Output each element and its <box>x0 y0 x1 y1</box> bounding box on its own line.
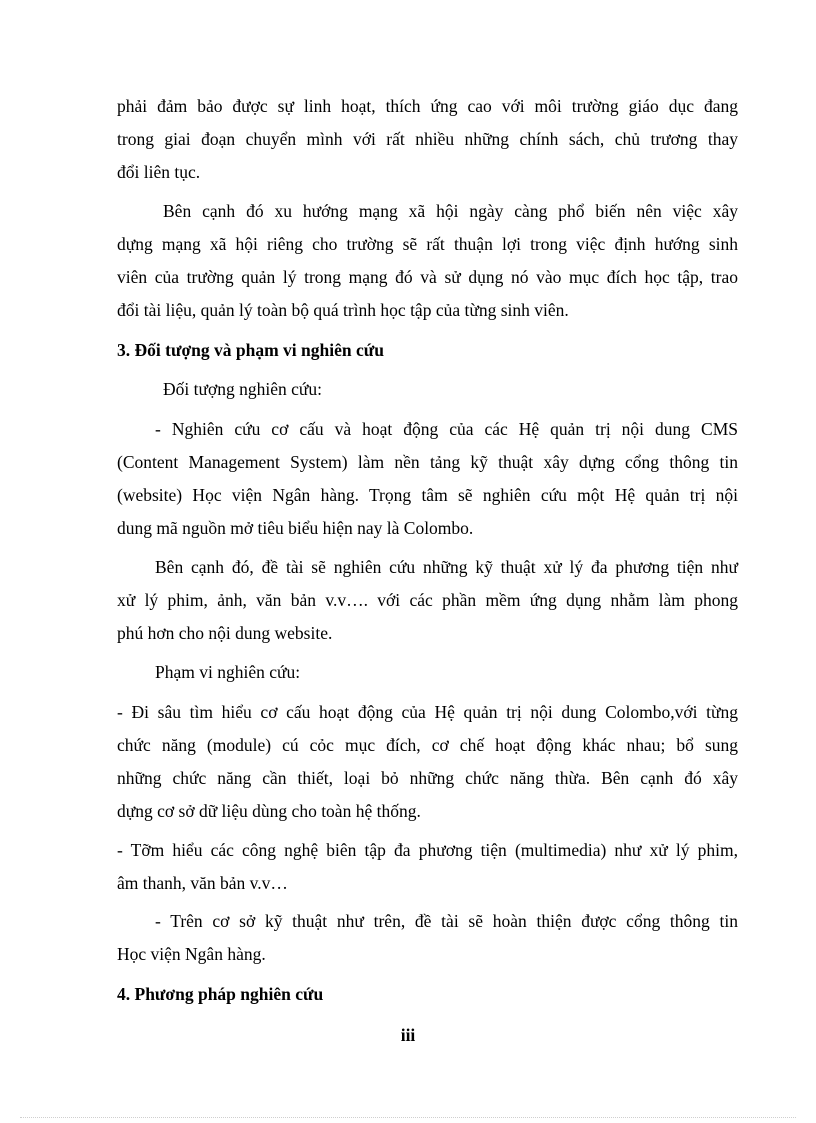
paragraph-line: Bên cạnh đó, đề tài sẽ nghiên cứu những kỹ thuật xử lý đa phương tiện như <box>155 557 738 577</box>
paragraph-line: dung mã nguồn mở tiêu biểu hiện nay là Colombo. <box>117 518 474 538</box>
paragraph-line: đổi liên tục. <box>117 162 201 182</box>
paragraph-line: âm thanh, văn bản v.v… <box>117 873 288 893</box>
paragraph-line: (Content Management System) làm nền tảng kỹ thuật xây dựng cổng thông tin <box>117 452 738 472</box>
paragraph-line: dựng mạng xã hội riêng cho trường sẽ rất thuận lợi trong việc định hướng sinh <box>117 234 738 254</box>
paragraph-line: - Đi sâu tìm hiểu cơ cấu hoạt động của Hệ quản trị nội dung Colombo,với từng <box>117 702 738 722</box>
paragraph-line: xử lý phim, ảnh, văn bản v.v…. với các phần mềm ứng dụng nhằm làm phong <box>117 590 738 610</box>
section-heading: 4. Phương pháp nghiên cứu <box>117 984 324 1004</box>
paragraph-line: Học viện Ngân hàng. <box>117 944 266 964</box>
paragraph-line: dựng cơ sở dữ liệu dùng cho toàn hệ thống. <box>117 801 421 821</box>
paragraph-line: những chức năng cần thiết, loại bỏ những chức năng thừa. Bên cạnh đó xây <box>117 768 738 788</box>
paragraph-line: phú hơn cho nội dung website. <box>117 623 333 643</box>
paragraph-line: chức năng (module) cú cỏc mục đích, cơ chế hoạt động khác nhau; bổ sung <box>117 735 738 755</box>
page-bottom-divider <box>20 1117 796 1118</box>
paragraph-line: Bên cạnh đó xu hướng mạng xã hội ngày càng phổ biến nên việc xây <box>163 201 738 221</box>
paragraph-line: (website) Học viện Ngân hàng. Trọng tâm sẽ nghiên cứu một Hệ quản trị nội <box>117 485 738 505</box>
paragraph-line: viên của trường quản lý trong mạng đó và sử dụng nó vào mục đích học tập, trao <box>117 267 738 287</box>
paragraph-line: - Nghiên cứu cơ cấu và hoạt động của các Hệ quản trị nội dung CMS <box>155 419 738 439</box>
page-number: iii <box>400 1025 416 1045</box>
section-heading: 3. Đối tượng và phạm vi nghiên cứu <box>117 340 384 360</box>
subheading-line: Đối tượng nghiên cứu: <box>163 379 322 399</box>
paragraph-line: đổi tài liệu, quản lý toàn bộ quá trình học tập của từng sinh viên. <box>117 300 569 320</box>
subheading-line: Phạm vi nghiên cứu: <box>155 662 301 682</box>
paragraph-line: phải đảm bảo được sự linh hoạt, thích ứng cao với môi trường giáo dục đang <box>117 96 738 116</box>
paragraph-line: - Tỡm hiểu các công nghệ biên tập đa phương tiện (multimedia) như xử lý phim, <box>117 840 738 860</box>
paragraph-line: trong giai đoạn chuyển mình với rất nhiều những chính sách, chủ trương thay <box>117 129 738 149</box>
paragraph-line: - Trên cơ sở kỹ thuật như trên, đề tài sẽ hoàn thiện được cổng thông tin <box>155 911 738 931</box>
